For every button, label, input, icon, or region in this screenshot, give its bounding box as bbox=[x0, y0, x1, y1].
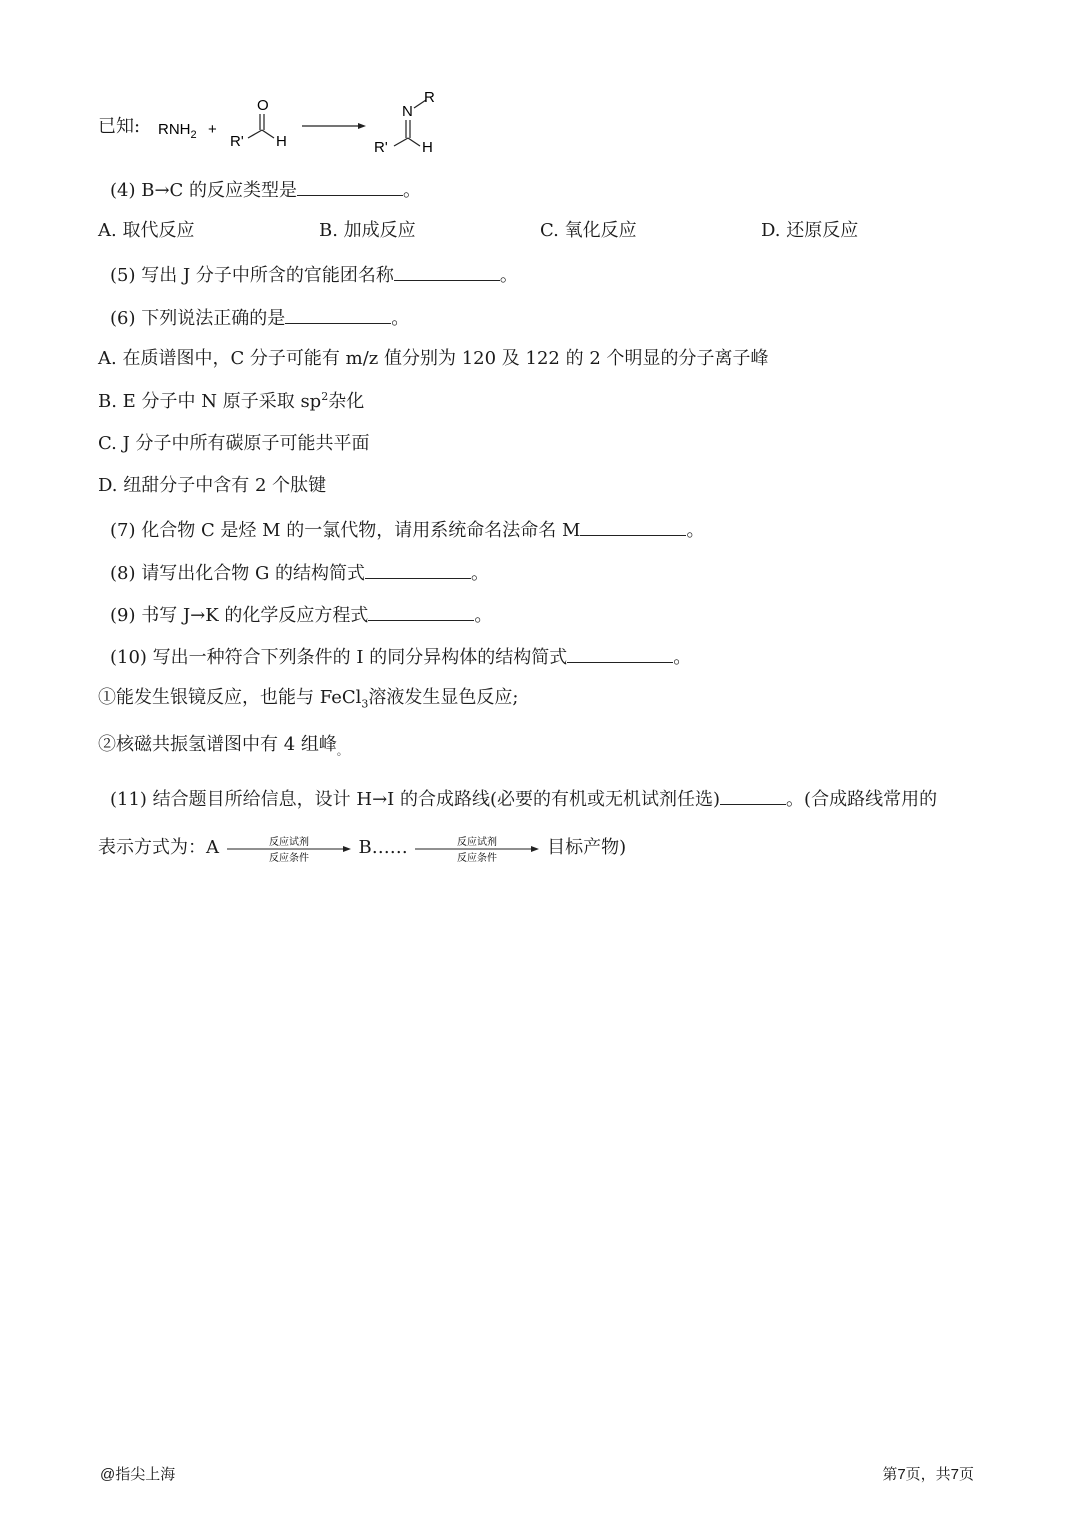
q6-option-b-tail: 杂化 bbox=[328, 391, 365, 412]
question-5 bbox=[110, 262, 518, 288]
question-11 bbox=[110, 786, 937, 812]
question-8 bbox=[110, 560, 489, 586]
q11-mid: B…… bbox=[358, 837, 408, 858]
question-4 bbox=[110, 177, 421, 203]
q11-end: 目标产物) bbox=[547, 837, 627, 858]
q6-answer-blank[interactable] bbox=[285, 305, 391, 324]
q11-line2-prefix: 表示方式为：A bbox=[98, 837, 219, 858]
imine-r: R bbox=[424, 89, 435, 106]
q4-option-b: B. 加成反应 bbox=[319, 220, 416, 241]
q10-condition-1 bbox=[98, 686, 519, 710]
route-arrow-2-bottom: 反应条件 bbox=[457, 853, 498, 864]
q4-text: (4) B→C 的反应类型是 bbox=[110, 180, 298, 201]
route-arrow-2 bbox=[413, 836, 541, 864]
q6-option-c bbox=[98, 432, 370, 456]
q9-end: 。 bbox=[474, 605, 493, 626]
q8-end: 。 bbox=[471, 563, 490, 584]
known-reaction-scheme bbox=[150, 88, 450, 158]
q10-answer-blank[interactable] bbox=[567, 644, 673, 663]
question-9 bbox=[110, 602, 492, 628]
aldehyde-o: O bbox=[257, 97, 269, 114]
q5-end: 。 bbox=[499, 265, 518, 286]
q6-option-b-text: B. E 分子中 N 原子采取 sp bbox=[98, 391, 322, 412]
amine-label: $RNH_2$ bbox=[158, 121, 197, 141]
q6-option-c-text: C. J 分子中所有碳原子可能共平面 bbox=[98, 433, 370, 454]
q6-option-d-text: D. 纽甜分子中含有 2 个肽键 bbox=[98, 475, 327, 496]
q9-answer-blank[interactable] bbox=[368, 602, 474, 621]
q6-option-b-sup: 2 bbox=[321, 390, 329, 403]
plus-sign: + bbox=[208, 121, 217, 138]
known-reaction-svg bbox=[150, 88, 450, 158]
q7-end: 。 bbox=[686, 520, 705, 541]
route-arrow-1-svg bbox=[225, 836, 353, 864]
q4-option-c: C. 氧化反应 bbox=[540, 220, 637, 241]
q4-end: 。 bbox=[403, 180, 422, 201]
q11-route-format bbox=[98, 836, 627, 864]
imine-n: N bbox=[402, 103, 413, 120]
q6-option-a bbox=[98, 347, 769, 371]
question-10 bbox=[110, 644, 691, 670]
q4-answer-blank[interactable] bbox=[297, 177, 403, 196]
q6-option-d bbox=[98, 474, 326, 498]
known-prefix-text: 已知: bbox=[98, 116, 141, 137]
route-arrow-1 bbox=[225, 836, 353, 864]
q9-text: (9) 书写 J→K 的化学反应方程式 bbox=[110, 605, 369, 626]
q6-option-a-text: A. 在质谱图中，C 分子可能有 m/z 值分别为 120 及 122 的 2 个明显的分子离子峰 bbox=[98, 348, 769, 369]
route-arrow-2-svg bbox=[413, 836, 541, 864]
q4-option-a: A. 取代反应 bbox=[98, 220, 195, 241]
imine-h: H bbox=[422, 139, 433, 156]
route-arrow-1-bottom: 反应条件 bbox=[268, 853, 309, 864]
q4-option-d: D. 还原反应 bbox=[761, 220, 859, 241]
q7-answer-blank[interactable] bbox=[580, 517, 686, 536]
route-arrow-2-top: 反应试剂 bbox=[457, 837, 498, 848]
footer-source: @指尖上海 bbox=[100, 1466, 176, 1483]
q10-cond1-sub: 3 bbox=[361, 697, 369, 711]
q6-end: 。 bbox=[391, 308, 410, 329]
q5-answer-blank[interactable] bbox=[394, 262, 500, 281]
q10-end: 。 bbox=[673, 647, 692, 668]
q11-text: (11) 结合题目所给信息，设计 H→I 的合成路线(必要的有机或无机试剂任选) bbox=[110, 789, 721, 810]
question-7 bbox=[110, 517, 704, 543]
route-arrow-1-top: 反应试剂 bbox=[268, 837, 309, 848]
known-prefix bbox=[98, 115, 140, 139]
q11-answer-blank[interactable] bbox=[720, 786, 786, 805]
q10-cond1-a: ①能发生银镜反应，也能与 FeCl bbox=[98, 687, 362, 708]
q8-answer-blank[interactable] bbox=[365, 560, 471, 579]
q8-text: (8) 请写出化合物 G 的结构简式 bbox=[110, 563, 366, 584]
q5-text: (5) 写出 J 分子中所含的官能团名称 bbox=[110, 265, 394, 286]
q10-cond1-b: 溶液发生显色反应; bbox=[368, 687, 519, 708]
q6-option-b bbox=[98, 390, 364, 414]
aldehyde-r: R' bbox=[230, 133, 244, 150]
aldehyde-h: H bbox=[276, 133, 287, 150]
q10-condition-2 bbox=[98, 733, 348, 757]
footer-page-number: 第7页，共7页 bbox=[882, 1466, 974, 1483]
q11-tail: 。(合成路线常用的 bbox=[786, 789, 938, 810]
question-6 bbox=[110, 305, 409, 331]
q7-text: (7) 化合物 C 是烃 M 的一氯代物，请用系统命名法命名 M bbox=[110, 520, 581, 541]
q10-cond2-end: 。 bbox=[336, 744, 348, 758]
q10-cond2-text: ②核磁共振氢谱图中有 4 组峰 bbox=[98, 734, 337, 755]
q10-text: (10) 写出一种符合下列条件的 I 的同分异构体的结构简式 bbox=[110, 647, 568, 668]
q6-text: (6) 下列说法正确的是 bbox=[110, 308, 286, 329]
imine-r2: R' bbox=[374, 139, 388, 156]
